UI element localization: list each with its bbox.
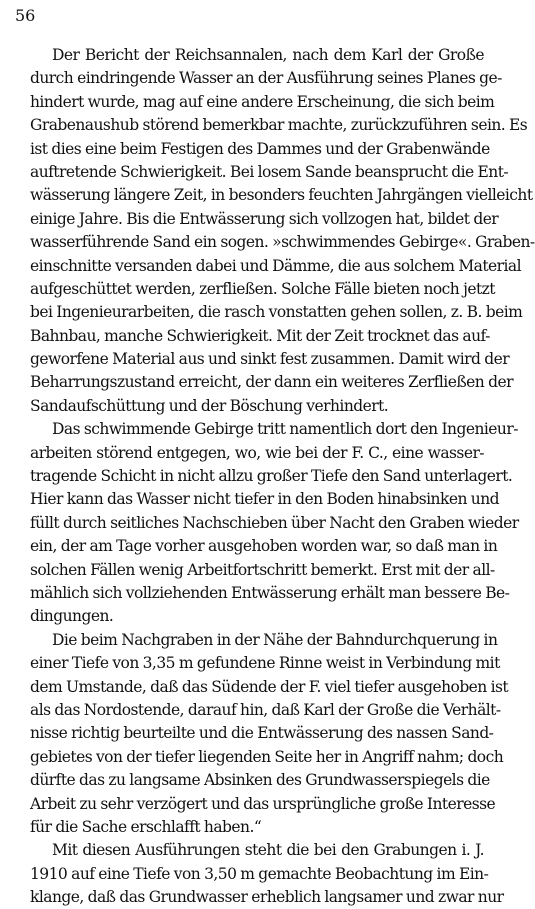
text-line: Die beim Nachgraben in der Nähe der Bahndurchquerung in <box>52 630 498 649</box>
text-line: solchen Fällen wenig Arbeitfortschritt bemerkt. Erst mit der all- <box>30 560 495 579</box>
text-line: hindert wurde, mag auf eine andere Erscheinung, die sich beim <box>30 92 495 111</box>
text-line: füllt durch seitliches Nachschieben über Nacht den Graben wieder <box>30 513 519 532</box>
text-line: Arbeit zu sehr verzögert und das ursprüngliche große Interesse <box>30 794 496 813</box>
text-line: Das schwimmende Gebirge tritt namentlich dort den Ingenieur- <box>52 420 518 439</box>
text-line: einige Jahre. Bis die Entwässerung sich vollzogen hat, bildet der <box>30 209 499 228</box>
text-line: durch eindringende Wasser an der Ausführung seines Planes ge- <box>30 69 502 88</box>
page-number: 56 <box>15 6 36 25</box>
text-line: arbeiten störend entgegen, wo, wie bei der F. C., eine wasser- <box>30 443 484 462</box>
text-line: Beharrungszustand erreicht, der dann ein weiteres Zerfließen der <box>30 373 513 392</box>
body-text <box>30 44 535 909</box>
text-line: wässerung längere Zeit, in besonders feuchten Jahrgängen vielleicht <box>30 186 533 205</box>
text-line: Sandaufschüttung und der Böschung verhindert. <box>30 396 389 415</box>
text-line: einschnitte versanden dabei und Dämme, die aus solchem Material <box>30 256 522 275</box>
text-line: klange, daß das Grundwasser erheblich langsamer und zwar nur <box>30 888 504 907</box>
text-line: 1910 auf eine Tiefe von 3,50 m gemachte Beobachtung im Ein- <box>30 864 489 883</box>
text-line: dem Umstande, daß das Südende der F. viel tiefer ausgehoben ist <box>30 677 509 696</box>
text-line: wasserführende Sand ein sogen. »schwimmendes Gebirge«. Graben- <box>30 233 535 252</box>
text-line: geworfene Material aus und sinkt fest zusammen. Damit wird der <box>30 350 510 369</box>
text-line: aufgeschüttet werden, zerfließen. Solche Fälle bieten noch jetzt <box>30 279 495 298</box>
text-line: Bahnbau, manche Schwierigkeit. Mit der Zeit trocknet das auf- <box>30 326 490 345</box>
text-line: dürfte das zu langsame Absinken des Grundwasserspiegels die <box>30 771 490 790</box>
text-line: für die Sache erschlafft haben.“ <box>30 817 262 836</box>
text-line: ist dies eine beim Festigen des Dammes und der Grabenwände <box>30 139 490 158</box>
text-line: ein, der am Tage vorher ausgehoben worden war, so daß man in <box>30 537 498 556</box>
text-line: auftretende Schwierigkeit. Bei losem Sande beansprucht die Ent- <box>30 162 509 181</box>
text-line: einer Tiefe von 3,35 m gefundene Rinne weist in Verbindung mit <box>30 654 500 673</box>
text-line: Der Bericht der Reichsannalen, nach dem Karl der Große <box>52 46 484 64</box>
text-line: tragende Schicht in nicht allzu großer Tiefe den Sand unterlagert. <box>30 467 513 486</box>
text-line: Mit diesen Ausführungen steht die bei den Grabungen i. J. <box>52 841 484 860</box>
text-line: als das Nordostende, darauf hin, daß Karl der Große die Verhält- <box>30 700 501 719</box>
text-line: mählich sich vollziehenden Entwässerung erhält man bessere Be- <box>30 583 510 602</box>
text-line: dingungen. <box>30 607 114 626</box>
text-line: nisse richtig beurteilte und die Entwässerung des nassen Sand- <box>30 724 494 743</box>
text-line: bei Ingenieurarbeiten, die rasch vonstatten gehen sollen, z. B. beim <box>30 303 523 322</box>
text-line: gebietes von der tiefer liegenden Seite her in Angriff nahm; doch <box>30 747 504 766</box>
text-line: Hier kann das Wasser nicht tiefer in den Boden hinabsinken und <box>30 490 500 509</box>
text-line: Grabenaushub störend bemerkbar machte, zurückzuführen sein. Es <box>30 116 528 135</box>
